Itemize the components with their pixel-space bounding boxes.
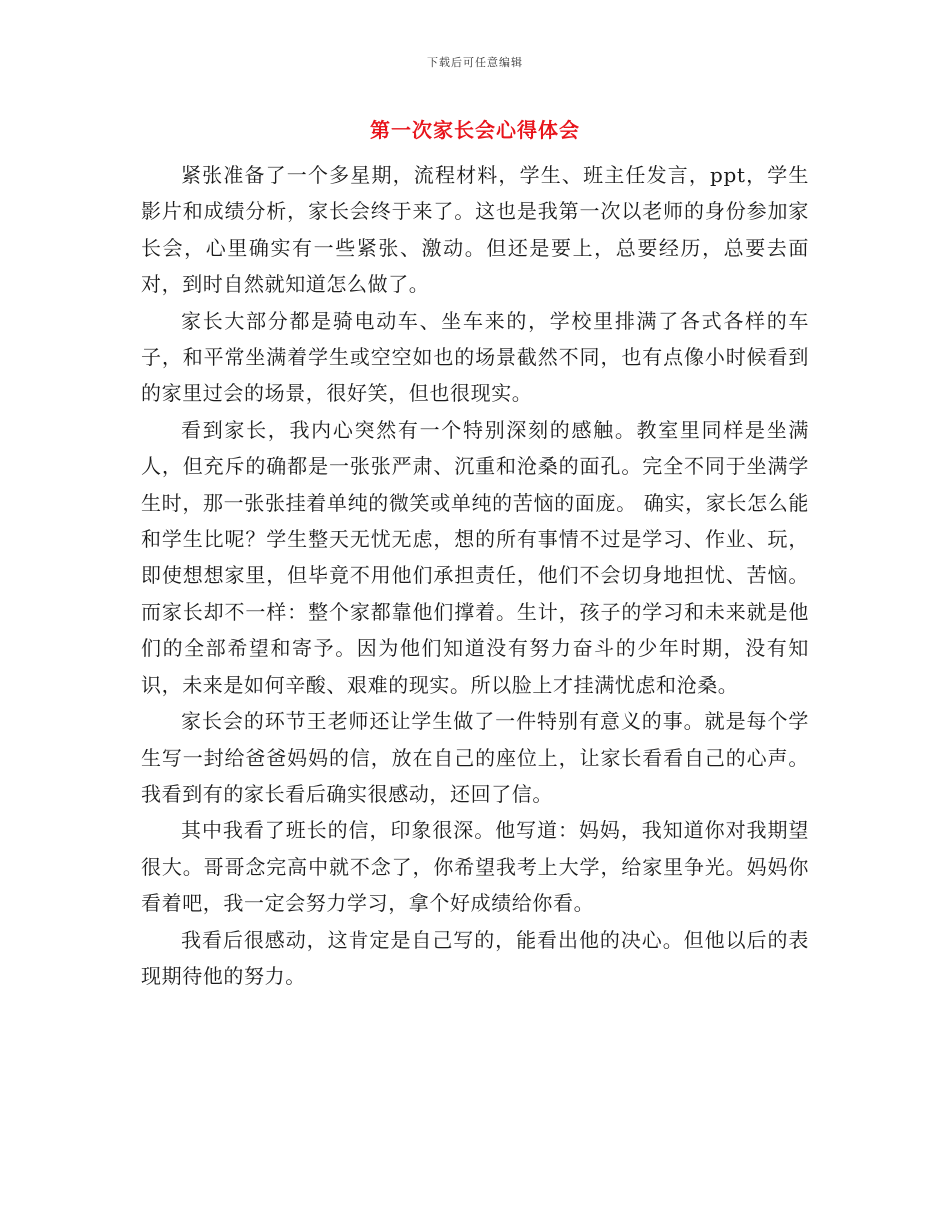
paragraph-3: 看到家长，我内心突然有一个特别深刻的感触。教室里同样是坐满人，但充斥的确都是一张张严肃、沉重和沧桑的面孔。完全不同于坐满学生时，那一张张挂着单纯的微笑或单纯的苦恼的面庞。 确实，家长怎么能和学生比呢？学生整天无忧无虑，想的所有事情不过是学习、作业、玩，即使想想家里，但毕竟不用他们承担责任，他们不会切身地担忧、苦恼。而家长却不一样：整个家都靠他们撑着。生计，孩子的学习和未来就是他们的全部希望和寄予。因为他们知道没有努力奋斗的少年时期，没有知识，未来是如何辛酸、艰难的现实。所以脸上才挂满忧虑和沧桑。 [141, 417, 809, 697]
paragraph-5: 其中我看了班长的信，印象很深。他写道：妈妈，我知道你对我期望很大。哥哥念完高中就不念了，你希望我考上大学，给家里争光。妈妈你看着吧，我一定会努力学习，拿个好成绩给你看。 [141, 818, 809, 916]
paragraph-4: 家长会的环节王老师还让学生做了一件特别有意义的事。就是每个学生写一封给爸爸妈妈的信，放在自己的座位上，让家长看看自己的心声。我看到有的家长看后确实很感动，还回了信。 [141, 709, 809, 806]
paragraph-6: 我看后很感动，这肯定是自己写的，能看出他的决心。但他以后的表现期待他的努力。 [141, 927, 809, 988]
document-body [141, 157, 809, 994]
paragraph-2: 家长大部分都是骑电动车、坐车来的，学校里排满了各式各样的车子，和平常坐满着学生或空空如也的场景截然不同，也有点像小时候看到的家里过会的场景，很好笑，但也很现实。 [141, 308, 809, 406]
paragraph-1: 紧张准备了一个多星期，流程材料，学生、班主任发言，ppt，学生影片和成绩分析，家长会终于来了。这也是我第一次以老师的身份参加家长会，心里确实有一些紧张、激动。但还是要上，总要经历，总要去面对，到时自然就知道怎么做了。 [141, 163, 809, 297]
document-title: 第一次家长会心得体会 [370, 118, 580, 142]
header-note: 下载后可任意编辑 [427, 56, 523, 69]
